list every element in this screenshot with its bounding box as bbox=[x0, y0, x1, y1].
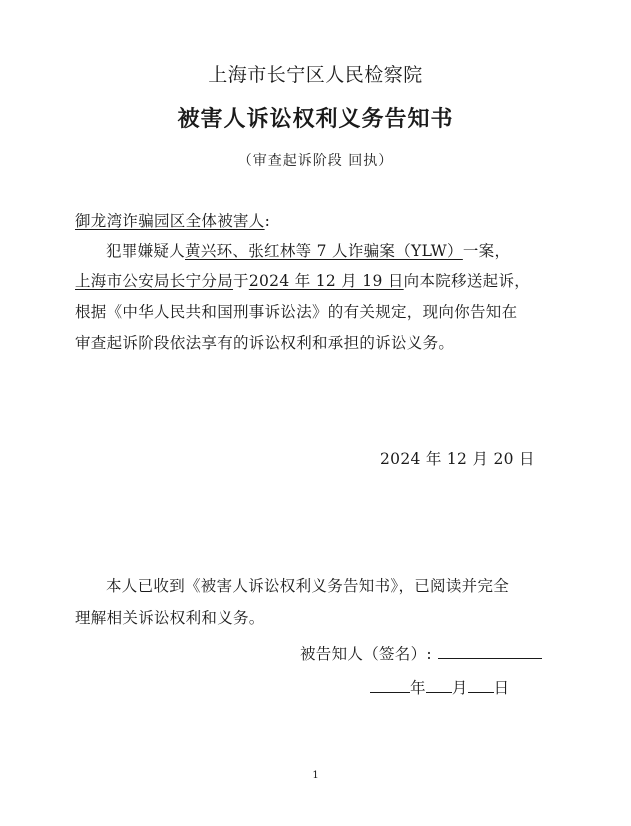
month-blank[interactable] bbox=[426, 678, 452, 693]
sign-date-row bbox=[370, 676, 509, 698]
transferring-agency: 上海市公安局长宁分局 bbox=[75, 272, 234, 290]
year-blank[interactable] bbox=[370, 678, 410, 693]
document-subtitle: （审查起诉阶段 回执） bbox=[237, 153, 394, 169]
day-label: 日 bbox=[493, 679, 510, 697]
paragraph-line-3: 根据《中华人民共和国刑事诉讼法》的有关规定，现向你告知在 bbox=[75, 303, 518, 321]
paragraph-line-1 bbox=[106, 239, 510, 261]
paragraph-line-2 bbox=[75, 269, 530, 291]
organization-name: 上海市长宁区人民检察院 bbox=[208, 64, 423, 86]
day-blank[interactable] bbox=[468, 678, 494, 693]
year-label: 年 bbox=[410, 679, 426, 697]
case-suspects: 黄兴环、张红林等 7 人诈骗案（YLW） bbox=[185, 242, 463, 260]
text-at: 于 bbox=[233, 272, 249, 290]
month-label: 月 bbox=[451, 679, 468, 697]
addressee-colon: : bbox=[264, 212, 271, 230]
text-suspect-prefix: 犯罪嫌疑人 bbox=[106, 242, 186, 260]
receipt-line-1: 本人已收到《被害人诉讼权利义务告知书》，已阅读并完全 bbox=[106, 577, 510, 595]
signature-row bbox=[300, 642, 542, 664]
text-case-suffix: 一案， bbox=[462, 242, 511, 260]
signature-label: 被告知人（签名）: bbox=[300, 645, 432, 663]
addressee-line bbox=[75, 209, 270, 231]
issue-date: 2024 年 12 月 20 日 bbox=[380, 450, 535, 468]
receipt-line-2: 理解相关诉讼权利和义务。 bbox=[75, 609, 265, 627]
text-transfer: 向本院移送起诉， bbox=[403, 272, 531, 290]
page-number: 1 bbox=[312, 770, 319, 781]
transfer-date: 2024 年 12 月 19 日 bbox=[248, 272, 404, 290]
paragraph-line-4: 审查起诉阶段依法享有的诉讼权利和承担的诉讼义务。 bbox=[75, 334, 455, 352]
signature-blank[interactable] bbox=[438, 644, 542, 659]
addressee: 御龙湾诈骗园区全体被害人 bbox=[75, 212, 265, 230]
document-title: 被害人诉讼权利义务告知书 bbox=[177, 106, 454, 132]
